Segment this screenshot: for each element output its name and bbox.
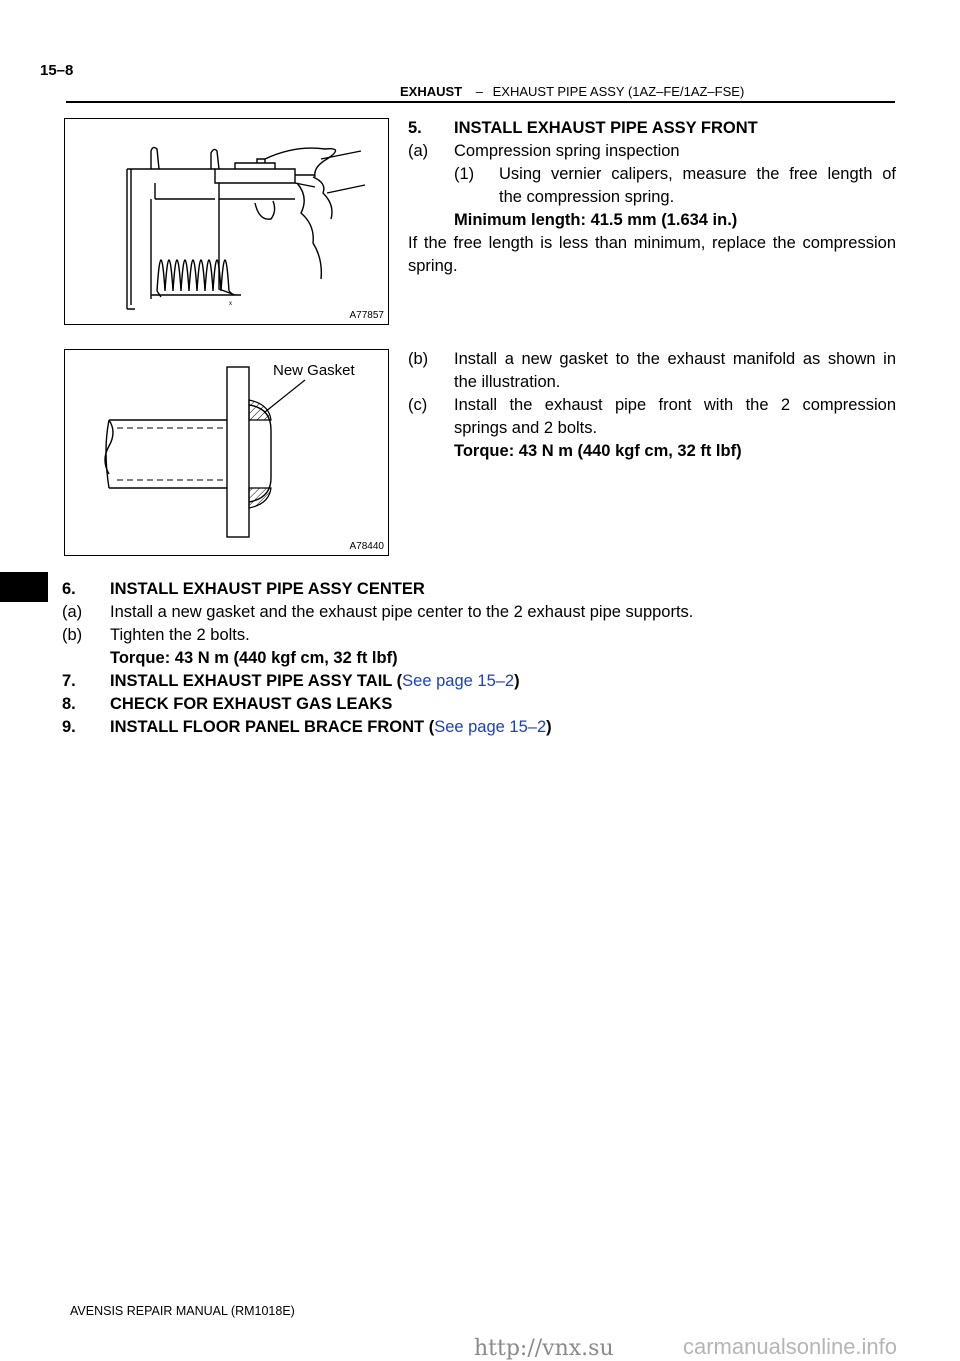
header-dash: –: [475, 84, 483, 99]
step-5-spec: Minimum length: 41.5 mm (1.634 in.): [454, 211, 738, 229]
step-5b-line2: the illustration.: [454, 373, 561, 391]
section-tab-marker: [0, 572, 48, 602]
step-6b-number: (b): [62, 626, 83, 644]
step-9-close-paren: ): [546, 718, 552, 736]
step-5c-number: (c): [408, 396, 428, 414]
step-5a-number: (a): [408, 142, 429, 160]
running-header: [400, 84, 744, 99]
watermark-right[interactable]: carmanualsonline.info: [683, 1334, 898, 1359]
step-6b-text: Tighten the 2 bolts.: [110, 626, 250, 644]
gasket-illustration: [65, 350, 387, 554]
figure-new-gasket: [64, 349, 389, 556]
header-subsection: EXHAUST PIPE ASSY (1AZ–FE/1AZ–FSE): [492, 84, 745, 99]
step-6a-number: (a): [62, 603, 83, 621]
step-5a1-line2: the compression spring.: [499, 188, 675, 206]
step-7-close-paren: ): [514, 672, 520, 690]
step-8-number: 8.: [62, 695, 76, 713]
step-9-number: 9.: [62, 718, 76, 736]
step-5c-torque: Torque: 43 N m (440 kgf cm, 32 ft lbf): [454, 442, 742, 460]
step-6-number: 6.: [62, 580, 76, 598]
step-6b-torque: Torque: 43 N m (440 kgf cm, 32 ft lbf): [110, 649, 398, 667]
step-5b-number: (b): [408, 350, 429, 368]
step-7-see-page-link[interactable]: See page 15–2: [402, 672, 515, 690]
step-7-line: [110, 670, 520, 693]
watermark-left[interactable]: http://vnx.su: [474, 1336, 614, 1361]
calipers-illustration: [65, 119, 387, 323]
step-7-number: 7.: [62, 672, 76, 690]
step-5a-text: Compression spring inspection: [454, 142, 680, 160]
step-5c-line1: Install the exhaust pipe front with the 2 compression: [454, 396, 896, 414]
header-section: EXHAUST: [400, 84, 463, 99]
step-5-number: 5.: [408, 119, 422, 137]
step-6-title: INSTALL EXHAUST PIPE ASSY CENTER: [110, 580, 425, 598]
step-5c-line2: springs and 2 bolts.: [454, 419, 598, 437]
header-rule: [66, 101, 895, 103]
step-9-title: INSTALL FLOOR PANEL BRACE FRONT (: [110, 718, 435, 736]
figure-1-id: A77857: [349, 310, 384, 321]
page-number: 15–8: [40, 62, 74, 79]
step-9-see-page-link[interactable]: See page 15–2: [434, 718, 547, 736]
step-8-title: CHECK FOR EXHAUST GAS LEAKS: [110, 695, 393, 713]
svg-text:x: x: [229, 301, 232, 307]
step-9-line: [110, 716, 552, 739]
step-5a1-line1: Using vernier calipers, measure the free length of: [499, 165, 896, 183]
footer-text: AVENSIS REPAIR MANUAL (RM1018E): [70, 1304, 295, 1318]
step-5-note-line2: spring.: [408, 257, 458, 275]
step-5-note-line1: If the free length is less than minimum, replace the compression: [408, 234, 896, 252]
step-6a-text: Install a new gasket and the exhaust pipe center to the 2 exhaust pipe supports.: [110, 603, 694, 621]
step-5b-line1: Install a new gasket to the exhaust manifold as shown in: [454, 350, 896, 368]
figure-2-id: A78440: [349, 541, 384, 552]
step-5-title: INSTALL EXHAUST PIPE ASSY FRONT: [454, 119, 758, 137]
figure-vernier-calipers: [64, 118, 389, 325]
step-5a1-number: (1): [454, 165, 475, 183]
step-7-title: INSTALL EXHAUST PIPE ASSY TAIL (: [110, 672, 403, 690]
figure-2-label: New Gasket: [273, 362, 355, 379]
